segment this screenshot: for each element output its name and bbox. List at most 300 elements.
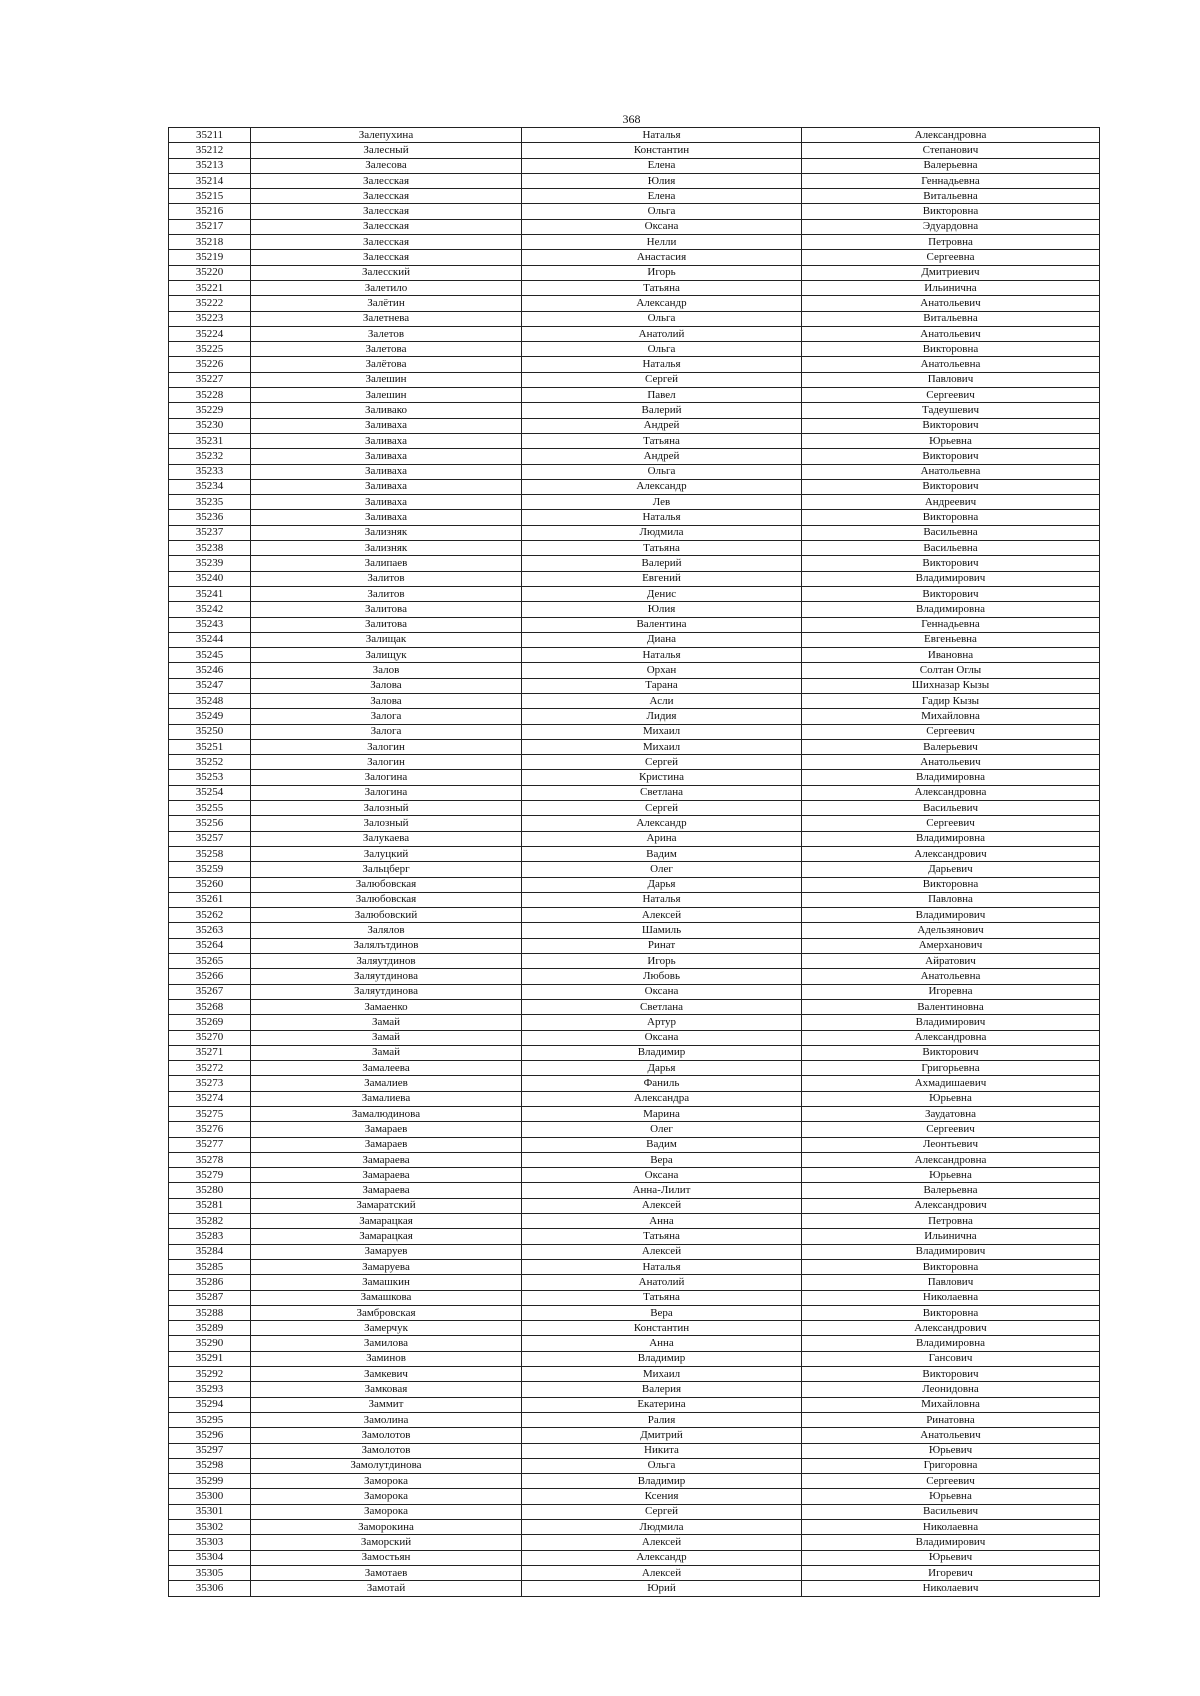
record-number-cell: 35222 — [169, 296, 251, 311]
surname-cell: Замалюдинова — [251, 1107, 522, 1122]
surname-cell: Залогин — [251, 739, 522, 754]
surname-cell: Залукаева — [251, 831, 522, 846]
first-name-cell: Анна-Лилит — [522, 1183, 802, 1198]
record-number-cell: 35232 — [169, 449, 251, 464]
record-number-cell: 35288 — [169, 1305, 251, 1320]
patronymic-cell: Леонидовна — [802, 1382, 1100, 1397]
record-number-cell: 35276 — [169, 1122, 251, 1137]
surname-cell: Замай — [251, 1045, 522, 1060]
patronymic-cell: Заудатовна — [802, 1107, 1100, 1122]
table-row — [169, 495, 1100, 510]
record-number-cell: 35303 — [169, 1535, 251, 1550]
table-row — [169, 1137, 1100, 1152]
patronymic-cell: Викторовна — [802, 1305, 1100, 1320]
patronymic-cell: Амерханович — [802, 938, 1100, 953]
patronymic-cell: Викторович — [802, 418, 1100, 433]
patronymic-cell: Викторовна — [802, 342, 1100, 357]
record-number-cell: 35261 — [169, 892, 251, 907]
table-row — [169, 785, 1100, 800]
first-name-cell: Ольга — [522, 464, 802, 479]
surname-cell: Замилова — [251, 1336, 522, 1351]
record-number-cell: 35293 — [169, 1382, 251, 1397]
record-number-cell: 35289 — [169, 1321, 251, 1336]
patronymic-cell: Юрьевна — [802, 1489, 1100, 1504]
patronymic-cell: Валерьевна — [802, 158, 1100, 173]
record-number-cell: 35278 — [169, 1152, 251, 1167]
table-row — [169, 571, 1100, 586]
patronymic-cell: Александровна — [802, 1030, 1100, 1045]
record-number-cell: 35250 — [169, 724, 251, 739]
patronymic-cell: Анатольевич — [802, 1428, 1100, 1443]
table-row — [169, 831, 1100, 846]
table-row — [169, 617, 1100, 632]
first-name-cell: Юрий — [522, 1581, 802, 1596]
first-name-cell: Екатерина — [522, 1397, 802, 1412]
record-number-cell: 35304 — [169, 1550, 251, 1565]
patronymic-cell: Анатольевна — [802, 357, 1100, 372]
table-row — [169, 449, 1100, 464]
record-number-cell: 35245 — [169, 648, 251, 663]
surname-cell: Залогина — [251, 785, 522, 800]
patronymic-cell: Александрович — [802, 1198, 1100, 1213]
surname-cell: Залялов — [251, 923, 522, 938]
first-name-cell: Андрей — [522, 418, 802, 433]
record-number-cell: 35217 — [169, 219, 251, 234]
table-row — [169, 1443, 1100, 1458]
record-number-cell: 35291 — [169, 1351, 251, 1366]
record-number-cell: 35257 — [169, 831, 251, 846]
table-row — [169, 586, 1100, 601]
first-name-cell: Владимир — [522, 1351, 802, 1366]
patronymic-cell: Солтан Оглы — [802, 663, 1100, 678]
first-name-cell: Оксана — [522, 1168, 802, 1183]
first-name-cell: Людмила — [522, 525, 802, 540]
table-row — [169, 204, 1100, 219]
patronymic-cell: Владимировна — [802, 831, 1100, 846]
record-number-cell: 35292 — [169, 1367, 251, 1382]
patronymic-cell: Григорьевна — [802, 1061, 1100, 1076]
patronymic-cell: Владимирович — [802, 1535, 1100, 1550]
table-row — [169, 724, 1100, 739]
table-row — [169, 479, 1100, 494]
patronymic-cell: Анатольевич — [802, 326, 1100, 341]
patronymic-cell: Александровна — [802, 785, 1100, 800]
table-row — [169, 541, 1100, 556]
table-row — [169, 1152, 1100, 1167]
patronymic-cell: Владимирович — [802, 571, 1100, 586]
first-name-cell: Наталья — [522, 128, 802, 143]
table-row — [169, 158, 1100, 173]
record-number-cell: 35297 — [169, 1443, 251, 1458]
record-number-cell: 35229 — [169, 403, 251, 418]
first-name-cell: Светлана — [522, 999, 802, 1014]
first-name-cell: Игорь — [522, 954, 802, 969]
table-row — [169, 984, 1100, 999]
patronymic-cell: Викторовна — [802, 1259, 1100, 1274]
patronymic-cell: Гансович — [802, 1351, 1100, 1366]
table-row — [169, 510, 1100, 525]
record-number-cell: 35253 — [169, 770, 251, 785]
first-name-cell: Андрей — [522, 449, 802, 464]
record-number-cell: 35227 — [169, 372, 251, 387]
record-number-cell: 35302 — [169, 1520, 251, 1535]
record-number-cell: 35283 — [169, 1229, 251, 1244]
surname-cell: Замковая — [251, 1382, 522, 1397]
record-number-cell: 35244 — [169, 632, 251, 647]
table-row — [169, 1489, 1100, 1504]
surname-cell: Замаруев — [251, 1244, 522, 1259]
record-number-cell: 35247 — [169, 678, 251, 693]
first-name-cell: Денис — [522, 586, 802, 601]
patronymic-cell: Васильевич — [802, 801, 1100, 816]
first-name-cell: Татьяна — [522, 1229, 802, 1244]
table-row — [169, 219, 1100, 234]
patronymic-cell: Ильинична — [802, 1229, 1100, 1244]
first-name-cell: Юлия — [522, 173, 802, 188]
first-name-cell: Никита — [522, 1443, 802, 1458]
patronymic-cell: Григоровна — [802, 1458, 1100, 1473]
record-number-cell: 35270 — [169, 1030, 251, 1045]
patronymic-cell: Евгеньевна — [802, 632, 1100, 647]
record-number-cell: 35269 — [169, 1015, 251, 1030]
surname-cell: Заляутдинов — [251, 954, 522, 969]
surname-cell: Залесская — [251, 219, 522, 234]
surname-cell: Залесова — [251, 158, 522, 173]
table-row — [169, 357, 1100, 372]
table-row — [169, 235, 1100, 250]
patronymic-cell: Сергеевич — [802, 388, 1100, 403]
surname-cell: Заморока — [251, 1504, 522, 1519]
surname-cell: Залетова — [251, 342, 522, 357]
first-name-cell: Оксана — [522, 1030, 802, 1045]
first-name-cell: Наталья — [522, 1259, 802, 1274]
surname-cell: Заливаха — [251, 479, 522, 494]
table-row — [169, 1198, 1100, 1213]
first-name-cell: Елена — [522, 189, 802, 204]
first-name-cell: Дарья — [522, 877, 802, 892]
first-name-cell: Алексей — [522, 908, 802, 923]
surname-cell: Залюбовская — [251, 877, 522, 892]
table-row — [169, 1168, 1100, 1183]
record-number-cell: 35255 — [169, 801, 251, 816]
first-name-cell: Юлия — [522, 602, 802, 617]
table-row — [169, 862, 1100, 877]
surname-cell: Залесный — [251, 143, 522, 158]
record-number-cell: 35273 — [169, 1076, 251, 1091]
surname-cell: Замараева — [251, 1152, 522, 1167]
patronymic-cell: Владимировна — [802, 770, 1100, 785]
surname-cell: Замалиев — [251, 1076, 522, 1091]
record-number-cell: 35216 — [169, 204, 251, 219]
record-number-cell: 35305 — [169, 1565, 251, 1580]
patronymic-cell: Павлович — [802, 1275, 1100, 1290]
table-row — [169, 648, 1100, 663]
record-number-cell: 35301 — [169, 1504, 251, 1519]
patronymic-cell: Айратович — [802, 954, 1100, 969]
table-row — [169, 801, 1100, 816]
first-name-cell: Людмила — [522, 1520, 802, 1535]
surname-cell: Заливаха — [251, 418, 522, 433]
first-name-cell: Елена — [522, 158, 802, 173]
surname-cell: Залесская — [251, 235, 522, 250]
record-number-cell: 35275 — [169, 1107, 251, 1122]
patronymic-cell: Юрьевна — [802, 1168, 1100, 1183]
first-name-cell: Вадим — [522, 1137, 802, 1152]
record-number-cell: 35214 — [169, 173, 251, 188]
table-row — [169, 525, 1100, 540]
surname-cell: Заливаха — [251, 464, 522, 479]
patronymic-cell: Андреевич — [802, 495, 1100, 510]
surname-cell: Залога — [251, 724, 522, 739]
registry-table — [168, 127, 1100, 1597]
table-row — [169, 816, 1100, 831]
first-name-cell: Сергей — [522, 801, 802, 816]
record-number-cell: 35254 — [169, 785, 251, 800]
patronymic-cell: Викторовна — [802, 510, 1100, 525]
first-name-cell: Вера — [522, 1305, 802, 1320]
record-number-cell: 35239 — [169, 556, 251, 571]
surname-cell: Залесский — [251, 265, 522, 280]
record-number-cell: 35267 — [169, 984, 251, 999]
record-number-cell: 35300 — [169, 1489, 251, 1504]
record-number-cell: 35236 — [169, 510, 251, 525]
first-name-cell: Олег — [522, 862, 802, 877]
first-name-cell: Диана — [522, 632, 802, 647]
first-name-cell: Арина — [522, 831, 802, 846]
patronymic-cell: Дарьевич — [802, 862, 1100, 877]
table-row — [169, 464, 1100, 479]
patronymic-cell: Ильинична — [802, 280, 1100, 295]
surname-cell: Залетило — [251, 280, 522, 295]
patronymic-cell: Эдуардовна — [802, 219, 1100, 234]
patronymic-cell: Ахмадишаевич — [802, 1076, 1100, 1091]
patronymic-cell: Анатольевна — [802, 969, 1100, 984]
surname-cell: Залова — [251, 678, 522, 693]
patronymic-cell: Витальевна — [802, 311, 1100, 326]
patronymic-cell: Игоревна — [802, 984, 1100, 999]
record-number-cell: 35306 — [169, 1581, 251, 1596]
record-number-cell: 35218 — [169, 235, 251, 250]
table-row — [169, 693, 1100, 708]
table-row — [169, 326, 1100, 341]
first-name-cell: Оксана — [522, 984, 802, 999]
first-name-cell: Дмитрий — [522, 1428, 802, 1443]
patronymic-cell: Сергеевич — [802, 724, 1100, 739]
record-number-cell: 35280 — [169, 1183, 251, 1198]
record-number-cell: 35231 — [169, 433, 251, 448]
table-row — [169, 739, 1100, 754]
table-row — [169, 1565, 1100, 1580]
first-name-cell: Орхан — [522, 663, 802, 678]
table-row — [169, 1076, 1100, 1091]
first-name-cell: Валерия — [522, 1382, 802, 1397]
first-name-cell: Сергей — [522, 755, 802, 770]
table-row — [169, 1474, 1100, 1489]
surname-cell: Залитова — [251, 602, 522, 617]
table-row — [169, 1351, 1100, 1366]
record-number-cell: 35224 — [169, 326, 251, 341]
surname-cell: Залозный — [251, 801, 522, 816]
first-name-cell: Сергей — [522, 372, 802, 387]
patronymic-cell: Тадеушевич — [802, 403, 1100, 418]
first-name-cell: Кристина — [522, 770, 802, 785]
record-number-cell: 35279 — [169, 1168, 251, 1183]
patronymic-cell: Викторович — [802, 1367, 1100, 1382]
first-name-cell: Оксана — [522, 219, 802, 234]
first-name-cell: Татьяна — [522, 433, 802, 448]
table-row — [169, 908, 1100, 923]
patronymic-cell: Юрьевна — [802, 433, 1100, 448]
record-number-cell: 35219 — [169, 250, 251, 265]
table-row — [169, 632, 1100, 647]
surname-cell: Залищук — [251, 648, 522, 663]
surname-cell: Заляутдинова — [251, 984, 522, 999]
record-number-cell: 35211 — [169, 128, 251, 143]
patronymic-cell: Леонтьевич — [802, 1137, 1100, 1152]
record-number-cell: 35256 — [169, 816, 251, 831]
patronymic-cell: Геннадьевна — [802, 173, 1100, 188]
table-row — [169, 1504, 1100, 1519]
record-number-cell: 35230 — [169, 418, 251, 433]
record-number-cell: 35264 — [169, 938, 251, 953]
first-name-cell: Анна — [522, 1214, 802, 1229]
first-name-cell: Александр — [522, 296, 802, 311]
table-row — [169, 1581, 1100, 1596]
first-name-cell: Наталья — [522, 357, 802, 372]
table-row — [169, 709, 1100, 724]
record-number-cell: 35272 — [169, 1061, 251, 1076]
surname-cell: Замолина — [251, 1412, 522, 1427]
patronymic-cell: Михайловна — [802, 1397, 1100, 1412]
first-name-cell: Анатолий — [522, 1275, 802, 1290]
record-number-cell: 35285 — [169, 1259, 251, 1274]
table-row — [169, 296, 1100, 311]
patronymic-cell: Ринатовна — [802, 1412, 1100, 1427]
record-number-cell: 35233 — [169, 464, 251, 479]
table-row — [169, 1244, 1100, 1259]
first-name-cell: Наталья — [522, 510, 802, 525]
table-row — [169, 755, 1100, 770]
first-name-cell: Сергей — [522, 1504, 802, 1519]
first-name-cell: Марина — [522, 1107, 802, 1122]
first-name-cell: Татьяна — [522, 280, 802, 295]
record-number-cell: 35221 — [169, 280, 251, 295]
surname-cell: Замаратский — [251, 1198, 522, 1213]
record-number-cell: 35299 — [169, 1474, 251, 1489]
record-number-cell: 35265 — [169, 954, 251, 969]
patronymic-cell: Николаевич — [802, 1581, 1100, 1596]
patronymic-cell: Александрович — [802, 1321, 1100, 1336]
record-number-cell: 35242 — [169, 602, 251, 617]
record-number-cell: 35246 — [169, 663, 251, 678]
surname-cell: Замалеева — [251, 1061, 522, 1076]
surname-cell: Залозный — [251, 816, 522, 831]
table-row — [169, 1367, 1100, 1382]
patronymic-cell: Сергеевич — [802, 816, 1100, 831]
patronymic-cell: Викторовна — [802, 877, 1100, 892]
surname-cell: Залепухина — [251, 128, 522, 143]
table-row — [169, 1412, 1100, 1427]
first-name-cell: Нелли — [522, 235, 802, 250]
first-name-cell: Владимир — [522, 1474, 802, 1489]
table-row — [169, 663, 1100, 678]
surname-cell: Залетнева — [251, 311, 522, 326]
patronymic-cell: Игоревич — [802, 1565, 1100, 1580]
table-row — [169, 280, 1100, 295]
record-number-cell: 35243 — [169, 617, 251, 632]
surname-cell: Замолотов — [251, 1428, 522, 1443]
record-number-cell: 35281 — [169, 1198, 251, 1213]
first-name-cell: Татьяна — [522, 541, 802, 556]
surname-cell: Замаруева — [251, 1259, 522, 1274]
surname-cell: Залогин — [251, 755, 522, 770]
patronymic-cell: Павлович — [802, 372, 1100, 387]
table-row — [169, 954, 1100, 969]
patronymic-cell: Васильевна — [802, 525, 1100, 540]
patronymic-cell: Анатольевич — [802, 296, 1100, 311]
table-row — [169, 1122, 1100, 1137]
patronymic-cell: Сергеевич — [802, 1474, 1100, 1489]
first-name-cell: Валентина — [522, 617, 802, 632]
first-name-cell: Ксения — [522, 1489, 802, 1504]
surname-cell: Залялътдинов — [251, 938, 522, 953]
first-name-cell: Тарана — [522, 678, 802, 693]
record-number-cell: 35258 — [169, 846, 251, 861]
first-name-cell: Вера — [522, 1152, 802, 1167]
surname-cell: Зализняк — [251, 525, 522, 540]
surname-cell: Заливаха — [251, 449, 522, 464]
table-row — [169, 1259, 1100, 1274]
first-name-cell: Александр — [522, 479, 802, 494]
surname-cell: Залогина — [251, 770, 522, 785]
record-number-cell: 35262 — [169, 908, 251, 923]
record-number-cell: 35237 — [169, 525, 251, 540]
patronymic-cell: Владимирович — [802, 1015, 1100, 1030]
surname-cell: Замерчук — [251, 1321, 522, 1336]
record-number-cell: 35235 — [169, 495, 251, 510]
table-row — [169, 923, 1100, 938]
table-row — [169, 1015, 1100, 1030]
first-name-cell: Ольга — [522, 1458, 802, 1473]
first-name-cell: Любовь — [522, 969, 802, 984]
surname-cell: Залюбовский — [251, 908, 522, 923]
surname-cell: Залётин — [251, 296, 522, 311]
record-number-cell: 35290 — [169, 1336, 251, 1351]
table-row — [169, 1336, 1100, 1351]
table-row — [169, 938, 1100, 953]
patronymic-cell: Дмитриевич — [802, 265, 1100, 280]
record-number-cell: 35286 — [169, 1275, 251, 1290]
table-row — [169, 189, 1100, 204]
table-row — [169, 1091, 1100, 1106]
table-row — [169, 846, 1100, 861]
patronymic-cell: Владимировна — [802, 602, 1100, 617]
surname-cell: Залесская — [251, 173, 522, 188]
surname-cell: Заляутдинова — [251, 969, 522, 984]
record-number-cell: 35225 — [169, 342, 251, 357]
patronymic-cell: Шихназар Кызы — [802, 678, 1100, 693]
record-number-cell: 35287 — [169, 1290, 251, 1305]
table-row — [169, 1214, 1100, 1229]
patronymic-cell: Сергеевич — [802, 1122, 1100, 1137]
table-row — [169, 602, 1100, 617]
table-row — [169, 1458, 1100, 1473]
surname-cell: Заммит — [251, 1397, 522, 1412]
first-name-cell: Светлана — [522, 785, 802, 800]
first-name-cell: Анастасия — [522, 250, 802, 265]
patronymic-cell: Валерьевич — [802, 739, 1100, 754]
surname-cell: Заморока — [251, 1474, 522, 1489]
